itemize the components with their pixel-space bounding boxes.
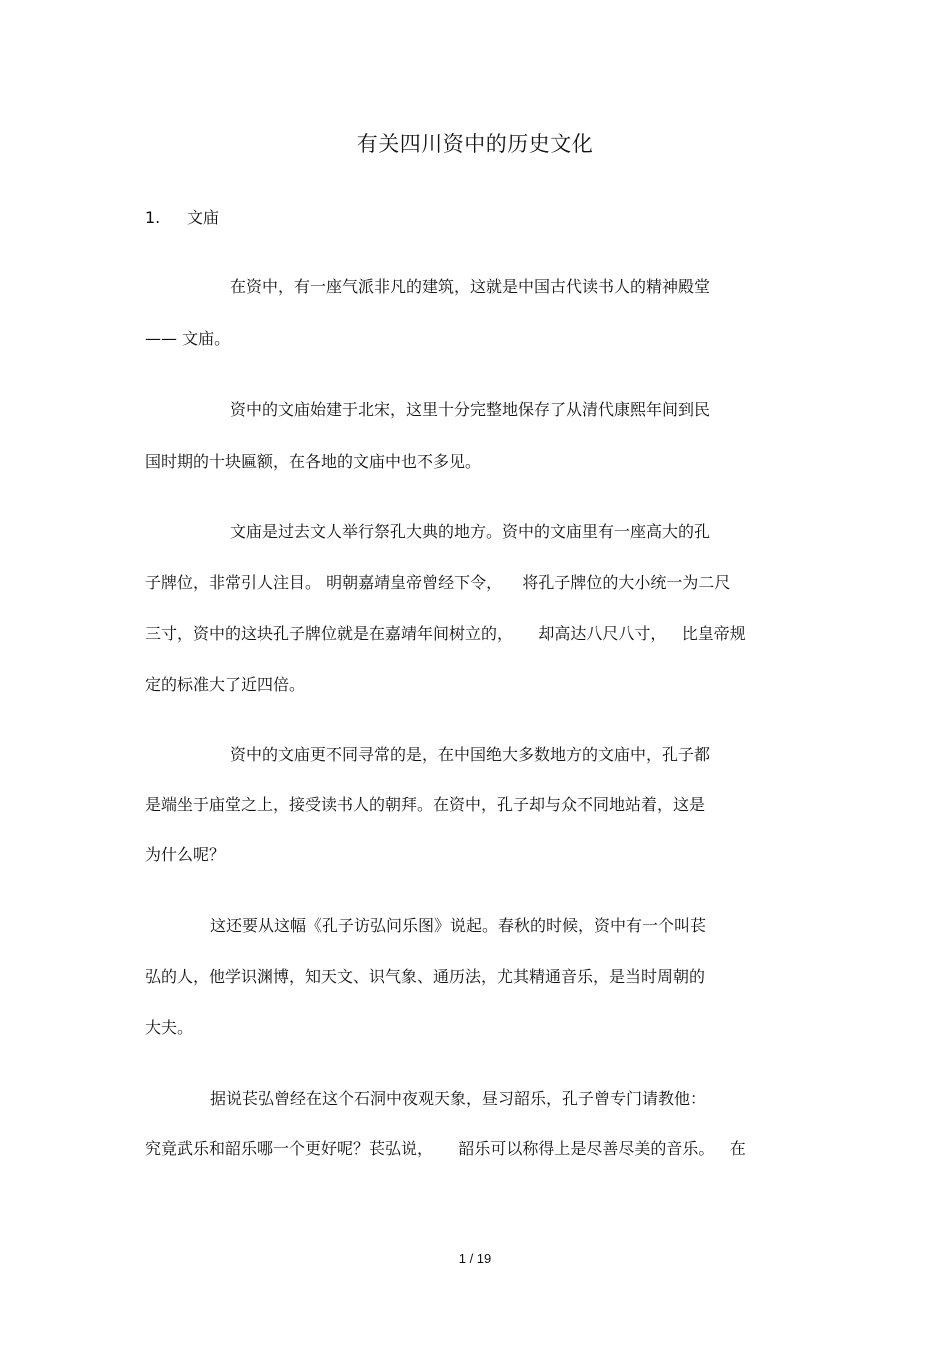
paragraph-line: 子牌位，非常引人注目。 明朝嘉靖皇帝曾经下令， 将孔子牌位的大小统一为二尺 — [145, 573, 731, 592]
paragraph-line: 资中的文庙始建于北宋，这里十分完整地保存了从清代康熙年间到民 — [230, 400, 711, 419]
paragraph-line: 是端坐于庙堂之上，接受读书人的朝拜。在资中，孔子却与众不同地站着，这是 — [145, 795, 706, 814]
section-label: 文庙 — [187, 208, 220, 227]
paragraph-line: —— 文庙。 — [145, 329, 231, 348]
paragraph-line: 大夫。 — [145, 1018, 194, 1037]
document-title: 有关四川资中的历史文化 — [356, 132, 594, 156]
paragraph-line: 据说苌弘曾经在这个石洞中夜观天象，昼习韶乐，孔子曾专门请教他： — [210, 1089, 707, 1108]
paragraph-line: 国时期的十块匾额，在各地的文庙中也不多见。 — [145, 452, 482, 471]
section-heading — [145, 206, 219, 230]
paragraph-line: 这还要从这幅《孔子访弘问乐图》说起。春秋的时候，资中有一个叫苌 — [210, 916, 707, 935]
paragraph-line: 弘的人，他学识渊博，知天文、识气象、通历法，尤其精通音乐，是当时周朝的 — [145, 967, 706, 986]
paragraph-line: 为什么呢？ — [145, 845, 226, 864]
paragraph-line: 定的标准大了近四倍。 — [145, 675, 306, 694]
paragraph-line: 三寸，资中的这块孔子牌位就是在嘉靖年间树立的， 却高达八尺八寸， 比皇帝规 — [145, 624, 746, 643]
paragraph-line: 资中的文庙更不同寻常的是，在中国绝大多数地方的文庙中，孔子都 — [230, 745, 711, 764]
paragraph-line: 究竟武乐和韶乐哪一个更好呢？苌弘说， 韶乐可以称得上是尽善尽美的音乐。 在 — [145, 1139, 746, 1158]
section-number: 1. — [145, 208, 161, 227]
paragraph-line: 文庙是过去文人举行祭孔大典的地方。资中的文庙里有一座高大的孔 — [230, 522, 711, 541]
page-indicator: 1 / 19 — [458, 1251, 492, 1266]
paragraph-line: 在资中，有一座气派非凡的建筑，这就是中国古代读书人的精神殿堂 — [230, 277, 711, 296]
